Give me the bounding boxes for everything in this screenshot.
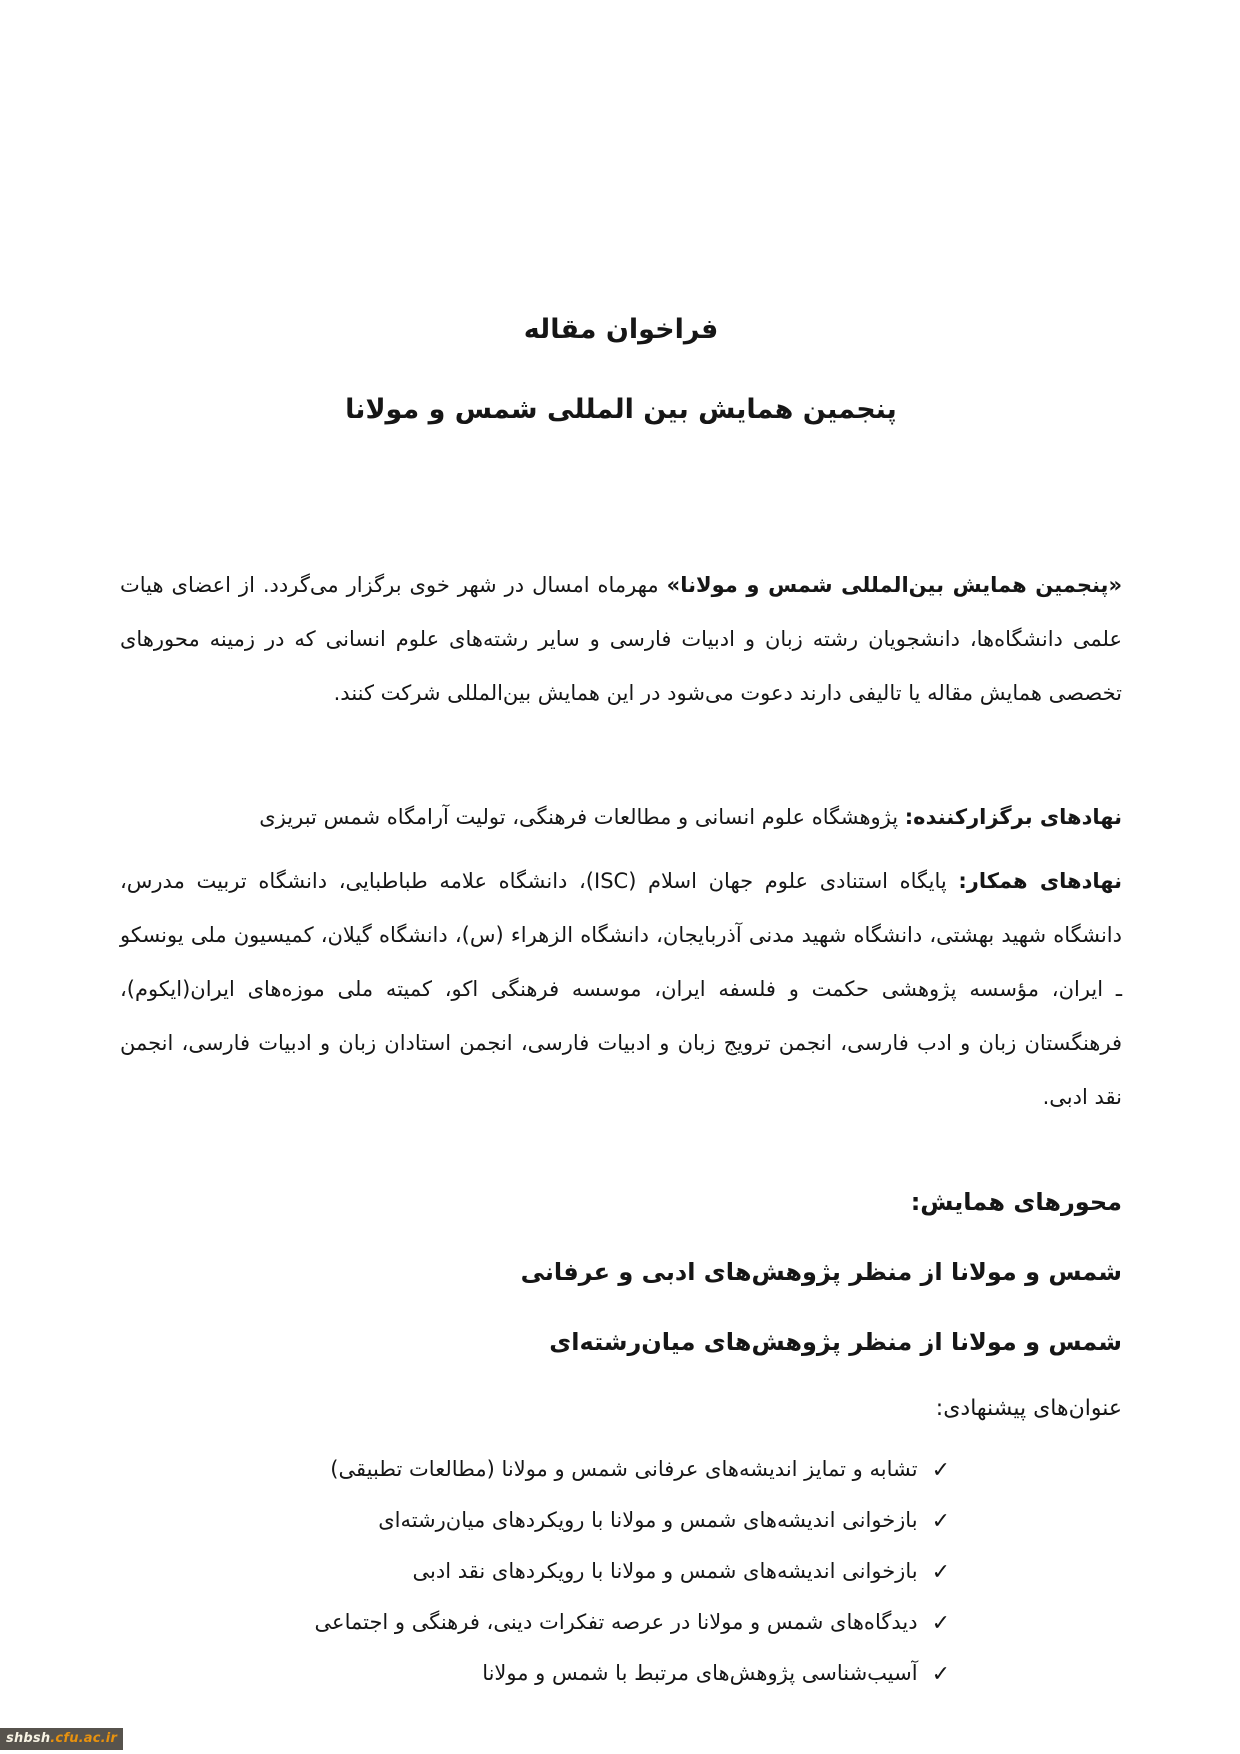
topic-text: آسیب‌شناسی پژوهش‌های مرتبط با شمس و مولانا	[482, 1661, 918, 1685]
topic-text: بازخوانی اندیشه‌های شمس و مولانا با رویکردهای میان‌رشته‌ای	[378, 1508, 918, 1532]
suggested-topics-heading: عنوان‌های پیشنهادی:	[935, 1396, 1122, 1421]
document-title: فراخوان مقاله	[523, 314, 719, 345]
checkmark-icon: ✓	[931, 1560, 950, 1585]
conference-title: پنجمین همایش بین المللی شمس و مولانا	[345, 394, 897, 425]
checkmark-icon: ✓	[931, 1458, 950, 1483]
checkmark-icon: ✓	[931, 1662, 950, 1687]
checkmark-icon: ✓	[931, 1509, 950, 1534]
intro-text: مهرماه امسال در شهر خوی برگزار می‌گردد. از اعضای هیات علمی دانشگاه‌ها، دانشجویان رشته زبان و ادبیات فارسی و سایر رشته‌های علوم انسانی که در زمینه محورهای تخصصی همایش مقاله یا تالیفی دارند دعوت می‌شود در این همایش بین‌المللی شرکت کنند.	[120, 573, 1122, 705]
list-item	[120, 1495, 950, 1546]
watermark-suffix: .cfu.ac.ir	[50, 1731, 118, 1746]
watermark-prefix: shbsh	[6, 1731, 51, 1746]
site-watermark	[0, 1728, 123, 1750]
partners-label: نهادهای همکار:	[958, 869, 1122, 893]
topic-text: بازخوانی اندیشه‌های شمس و مولانا با رویکردهای نقد ادبی	[412, 1559, 918, 1583]
topic-text: تشابه و تمایز اندیشه‌های عرفانی شمس و مولانا (مطالعات تطبیقی)	[330, 1457, 918, 1481]
theme-item-interdisciplinary: شمس و مولانا از منظر پژوهش‌های میان‌رشته‌ای	[549, 1328, 1122, 1356]
suggested-topics-list	[120, 1444, 1122, 1699]
organizers-paragraph	[120, 790, 1122, 844]
themes-heading: محورهای همایش:	[910, 1188, 1122, 1216]
conference-name-bold: «پنجمین همایش بین‌المللی شمس و مولانا»	[666, 573, 1123, 597]
list-item	[120, 1546, 950, 1597]
list-item	[120, 1597, 950, 1648]
partners-text: پایگاه استنادی علوم جهان اسلام (ISC)، دانشگاه علامه طباطبایی، دانشگاه تربیت مدرس، دانشگاه شهید بهشتی، دانشگاه شهید مدنی آذربایجان، دانشگاه الزهراء (س)، دانشگاه گیلان، کمیسیون ملی یونسکو ـ ایران، مؤسسه پژوهشی حکمت و فلسفه ایران، موسسه فرهنگی اکو، کمیته ملی موزه‌های ایران(ایکوم)، فرهنگستان زبان و ادب فارسی، انجمن ترویج زبان و ادبیات فارسی، انجمن استادان زبان و ادبیات فارسی، انجمن نقد ادبی.	[120, 869, 1122, 1109]
topic-text: دیدگاه‌های شمس و مولانا در عرصه تفکرات دینی، فرهنگی و اجتماعی	[314, 1610, 918, 1634]
partners-paragraph	[120, 854, 1122, 1124]
intro-paragraph	[120, 558, 1122, 720]
list-item	[120, 1648, 950, 1699]
checkmark-icon: ✓	[931, 1611, 950, 1636]
theme-item-literary-mystical: شمس و مولانا از منظر پژوهش‌های ادبی و عرفانی	[520, 1258, 1122, 1286]
organizers-label: نهادهای برگزارکننده:	[904, 805, 1122, 829]
list-item	[120, 1444, 950, 1495]
organizers-text: پژوهشگاه علوم انسانی و مطالعات فرهنگی، تولیت آرامگاه شمس تبریزی	[259, 805, 905, 829]
